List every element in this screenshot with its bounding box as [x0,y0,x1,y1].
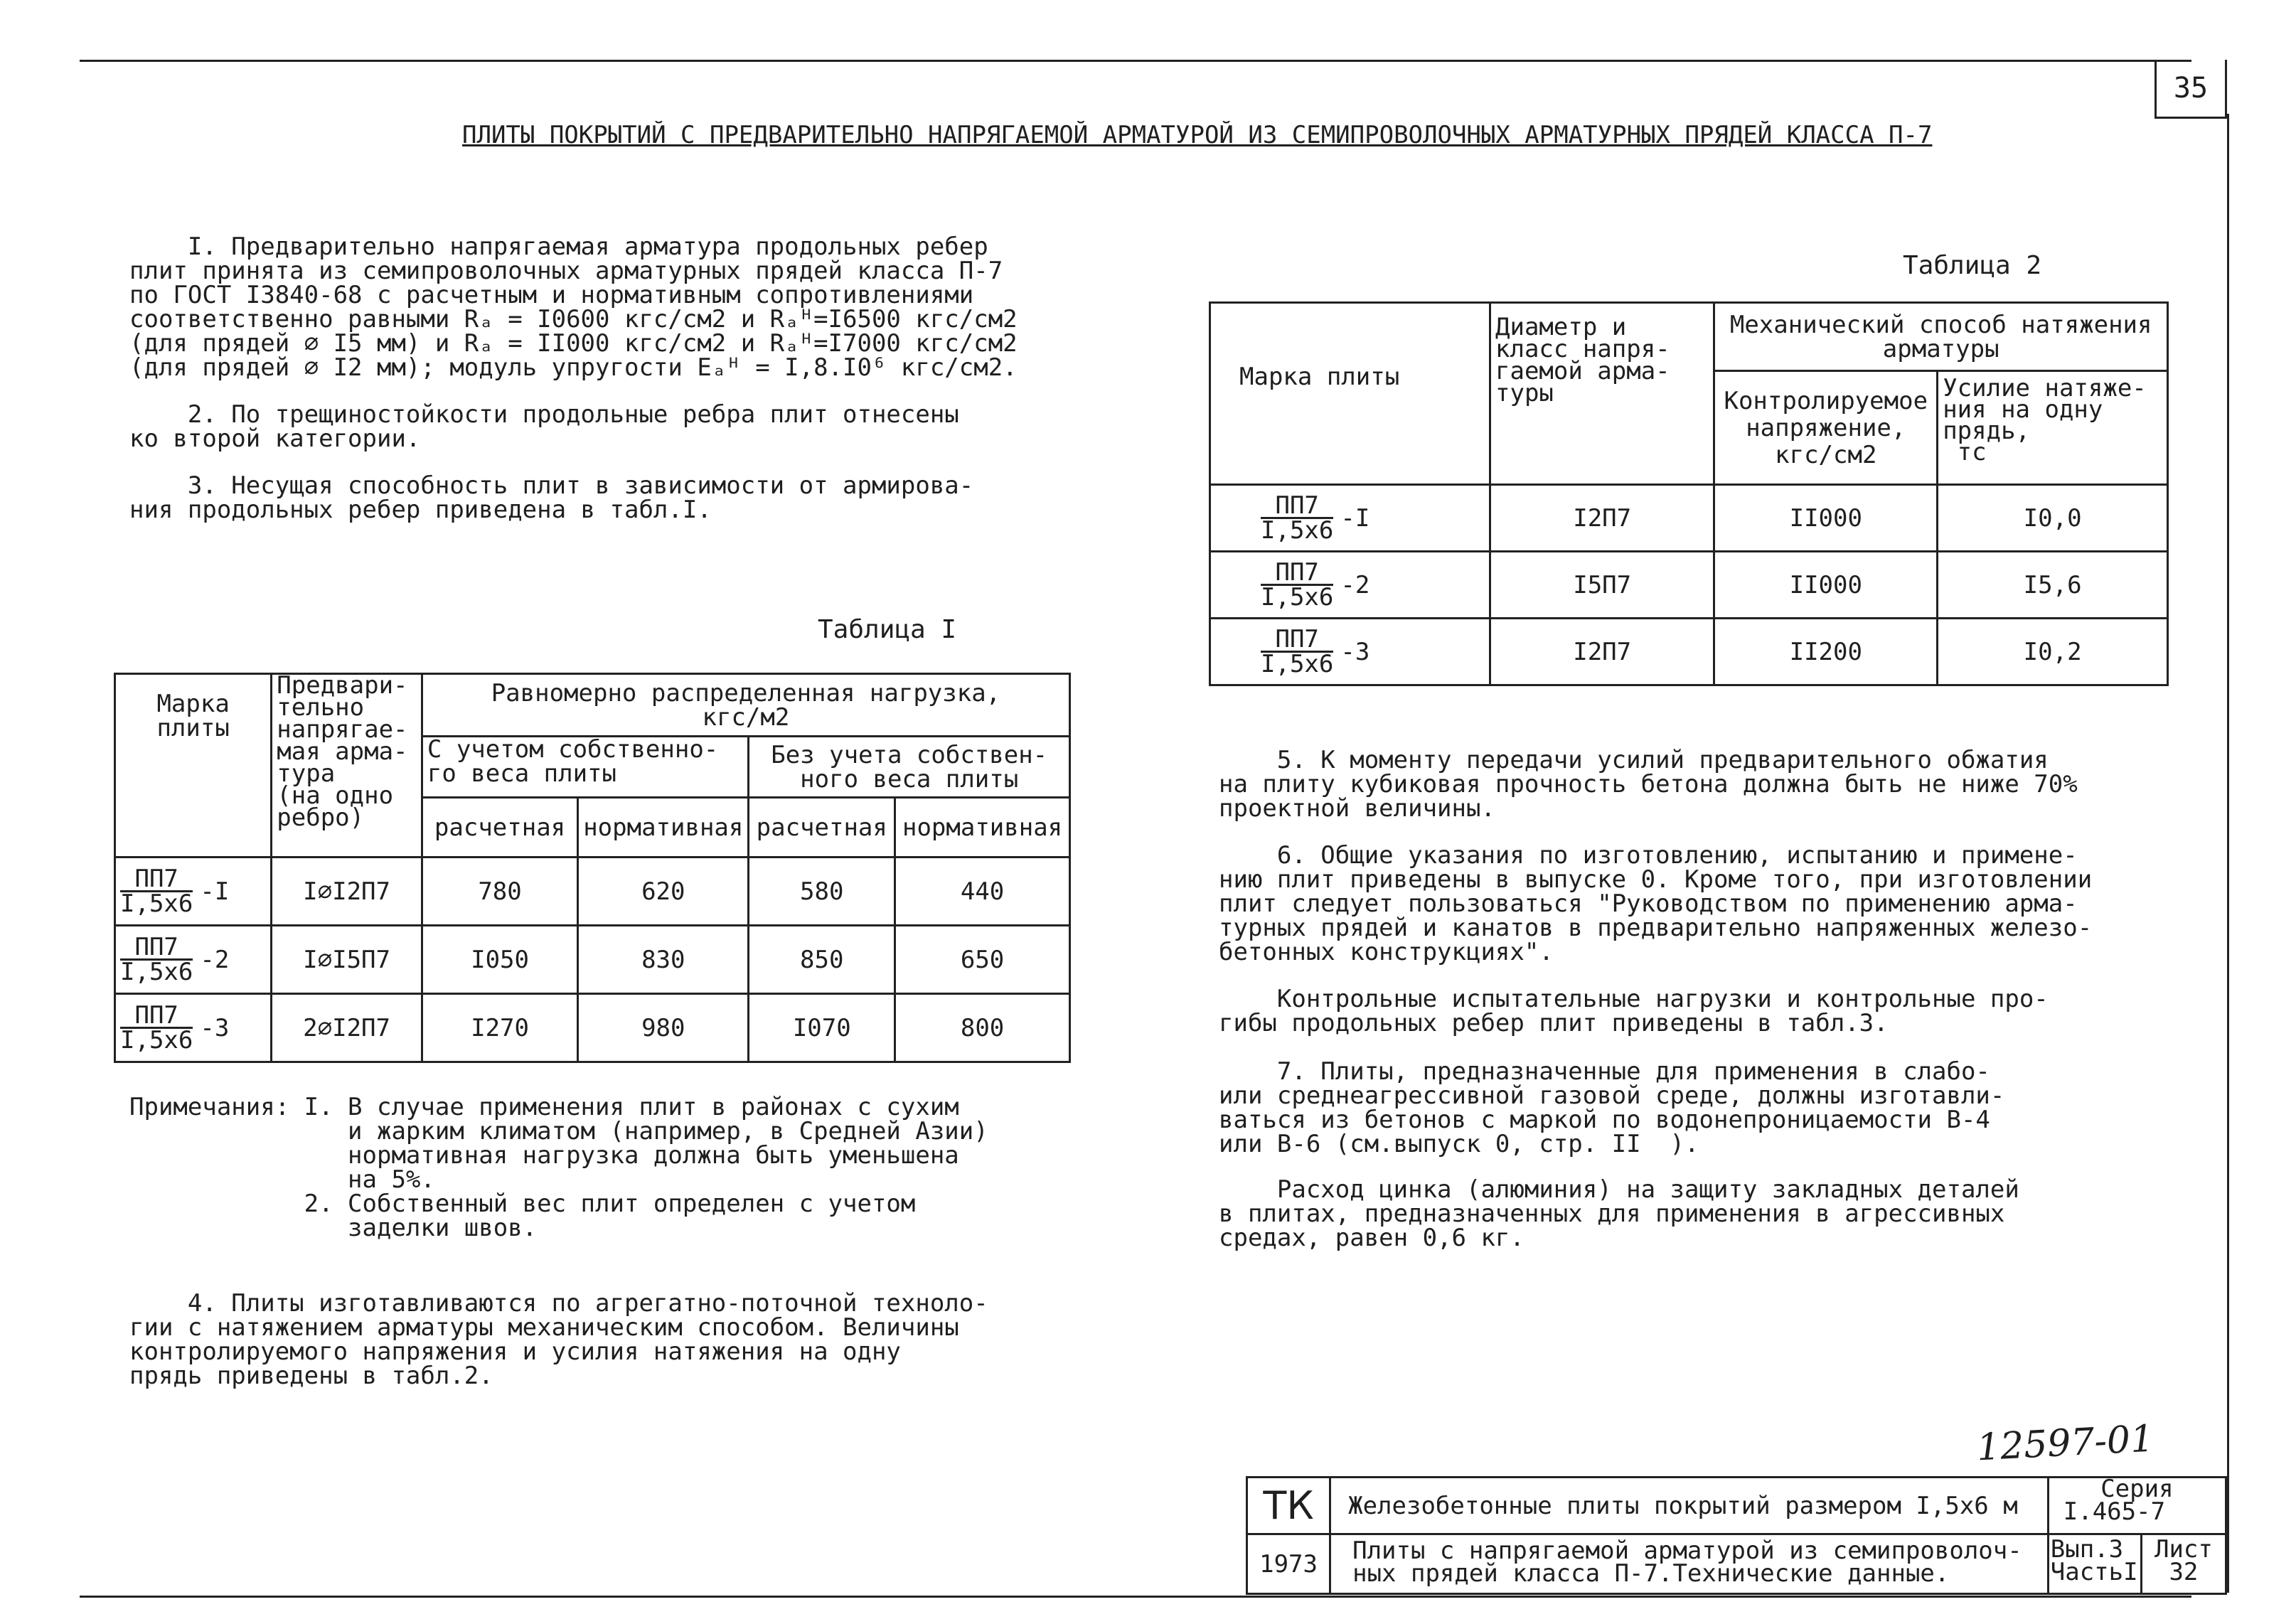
paragraph-6: 6. Общие указания по изготовлению, испытанию и примене- нию плит приведены в выпуске 0. Кроме того, при изготовлении плит следует пользоваться "Руководством по применению арма- турных прядей и канатов в предварительно напряженных железо- бетонных конструкциях". [1219,841,2093,966]
stamp-line2: Плиты с напрягаемой арматурой из семипроволоч- ных прядей класса П-7.Технические данные. [1330,1534,2049,1594]
frame-right-line [2227,114,2229,1593]
paragraph-7: 7. Плиты, предназначенные для применения в слабо- или среднеагрессивной газовой среде, должны изготавли- ваться из бетонов с маркой по водонепроницаемости В-4 или В-6 (см.выпуск 0, стр. II ). [1219,1057,2005,1158]
stamp-line1: Железобетонные плиты покрытий размером I,5x6 м [1330,1478,2049,1534]
t2-diameter: I2П7 [1490,619,1714,685]
table1-caption: Таблица I [818,615,957,644]
frame-top-line [80,60,2191,62]
t1-rebar: I∅I5П7 [272,926,422,994]
stamp-tk: ТК [1247,1478,1330,1534]
stamp-issue: Вып.3 ЧастьI [2048,1534,2141,1594]
plate-mark-suffix: -I [200,877,230,906]
t2-stress: II000 [1714,552,1938,619]
page-title: ПЛИТЫ ПОКРЫТИЙ С ПРЕДВАРИТЕЛЬНО НАПРЯГАЕМОЙ АРМАТУРОЙ ИЗ СЕМИПРОВОЛОЧНЫХ АРМАТУРНЫХ ПРЯДЕЙ КЛАССА П-7 [462,121,1933,149]
handwritten-number: 12597-01 [1975,1417,2155,1470]
t1-header-with-self: С учетом собственно- го веса плиты [422,737,749,798]
t1-header-mark: Марка плиты [115,674,272,858]
t1-without-norm: 800 [895,994,1070,1062]
plate-mark-den: I,5x6 [120,890,193,918]
t2-force: I5,6 [1938,552,2168,619]
t1-rebar: 2∅I2П7 [272,994,422,1062]
plate-mark-den: I,5x6 [120,1026,193,1054]
t2-mark-cell [1210,485,1490,552]
stamp-sheet-cell [2141,1534,2226,1594]
paragraph-2: 2. По трещиностойкости продольные ребра плит отнесены ко второй категории. [129,400,959,453]
plate-mark-num: ПП7 [120,936,193,961]
plate-mark-fraction [120,1001,193,1054]
notes: Примечания: I. В случае применения плит в районах с сухим и жарким климатом (например, в Средней Азии) нормативная нагрузка должна быть уменьшена на 5%. 2. Собственный вес плит определен с учетом заделки швов. [129,1093,988,1242]
t1-with-norm: 620 [578,858,749,926]
plate-mark-den: I,5x6 [120,958,193,986]
plate-mark-fraction [1261,625,1334,678]
table-row [115,926,1070,994]
t1-header-norm-2: нормативная [895,798,1070,858]
t1-without-calc: 580 [749,858,895,926]
paragraph-8: Расход цинка (алюминия) на защиту закладных деталей в плитах, предназначенных для применения в агрессивных средах, равен 0,6 кг. [1219,1175,2019,1252]
table-row [1210,552,2168,619]
t2-header-mark: Марка плиты [1210,303,1490,485]
t1-mark-cell [115,926,272,994]
sheet-number: 35 [2173,72,2209,105]
t1-header-calc-1: расчетная [422,798,577,858]
paragraph-1: I. Предварительно напрягаемая арматура продольных ребер плит принята из семипроволочных арматурных прядей класса П-7 по ГОСТ I3840-68 с расчетным и нормативным сопротивлениями соответственно равными Rₐ = I0600 кгс/см2 и Rₐᴴ=I6500 кгс/см2 (для прядей ∅ I5 мм) и Rₐ = II000 кгс/см2 и Rₐᴴ=I7000 кгс/см2 (для прядей ∅ I2 мм); модуль упругости Eₐᴴ = I,8.I0⁶ кгс/см2. [129,233,1018,382]
t2-diameter: I5П7 [1490,552,1714,619]
plate-mark-fraction [1261,491,1334,545]
t1-with-calc: 780 [422,858,577,926]
plate-mark-num: ПП7 [1261,628,1333,653]
table2-caption: Таблица 2 [1903,251,2042,280]
t1-rebar: I∅I2П7 [272,858,422,926]
table-1 [114,673,1071,1063]
plate-mark-num: ПП7 [1261,494,1333,519]
plate-mark-suffix: -3 [200,1013,230,1042]
plate-mark-den: I,5x6 [1261,583,1334,611]
table-row [115,994,1070,1062]
stamp-series-cell [2048,1475,2226,1534]
t2-mark-cell [1210,552,1490,619]
plate-mark-num: ПП7 [120,867,193,892]
t1-mark-cell [115,994,272,1062]
plate-mark-suffix: -2 [1340,570,1370,599]
plate-mark-fraction [120,865,193,918]
t1-without-norm: 650 [895,926,1070,994]
plate-mark-suffix: -I [1340,503,1370,533]
t1-header-calc-2: расчетная [749,798,895,858]
plate-mark-den: I,5x6 [1261,516,1334,545]
t2-stress: II000 [1714,485,1938,552]
t1-header-without-self: Без учета собствен- ного веса плиты [749,737,1070,798]
t2-diameter: I2П7 [1490,485,1714,552]
t2-force: I0,2 [1938,619,2168,685]
t2-header-stress: Контролируемое напряжение, кгс/см2 [1714,371,1938,485]
t2-force: I0,0 [1938,485,2168,552]
t1-without-calc: I070 [749,994,895,1062]
t2-header-force: Усилие натяже- ния на одну прядь, тс [1938,371,2168,485]
paragraph-6b: Контрольные испытательные нагрузки и контрольные про- гибы продольных ребер плит приведены в табл.3. [1219,985,2049,1037]
frame-bottom-line [80,1596,2191,1598]
t1-header-load: Равномерно распределенная нагрузка, кгс/м2 [422,674,1069,737]
paragraph-3: 3. Несущая способность плит в зависимости от армирова- ния продольных ребер приведена в табл.I. [129,471,974,524]
plate-mark-num: ПП7 [1261,561,1333,586]
plate-mark-fraction [120,933,193,986]
table-row [115,858,1070,926]
t1-with-norm: 830 [578,926,749,994]
t2-header-method: Механический способ натяжения арматуры [1714,303,2168,371]
plate-mark-fraction [1261,558,1334,611]
table-2 [1209,301,2169,686]
t1-header-prestress: Предвари- тельно напрягае- мая арма- тура (на одно ребро) [272,674,422,858]
table-row [1210,485,2168,552]
stamp-series-value: I.465-7 [2063,1497,2166,1526]
plate-mark-den: I,5x6 [1261,650,1334,678]
t1-without-norm: 440 [895,858,1070,926]
t1-header-norm-1: нормативная [578,798,749,858]
stamp-year: 1973 [1247,1534,1330,1594]
title-block [1246,1476,2227,1595]
t1-with-norm: 980 [578,994,749,1062]
t2-header-diameter: Диаметр и класс напря- гаемой арма- туры [1490,303,1714,485]
t2-stress: II200 [1714,619,1938,685]
t1-with-calc: I270 [422,994,577,1062]
stamp-sheet-label: Лист [2154,1535,2213,1564]
paragraph-4: 4. Плиты изготавливаются по агрегатно-поточной техноло- гии с натяжением арматуры механическим способом. Величины контролируемого напряжения и усилия натяжения на одну прядь приведены в табл.2. [129,1289,988,1390]
stamp-sheet-value: 32 [2169,1558,2199,1586]
plate-mark-suffix: -2 [200,945,230,974]
stamp-series-label: Серия [2100,1475,2174,1503]
t1-mark-cell [115,858,272,926]
plate-mark-suffix: -3 [1340,637,1370,666]
t1-with-calc: I050 [422,926,577,994]
sheet-number-box [2154,60,2227,119]
paragraph-5: 5. К моменту передачи усилий предварительного обжатия на плиту кубиковая прочность бетона должна быть не ниже 70% проектной величины. [1219,746,2078,823]
t1-without-calc: 850 [749,926,895,994]
table-row [1210,619,2168,685]
t2-mark-cell [1210,619,1490,685]
plate-mark-num: ПП7 [120,1004,193,1029]
